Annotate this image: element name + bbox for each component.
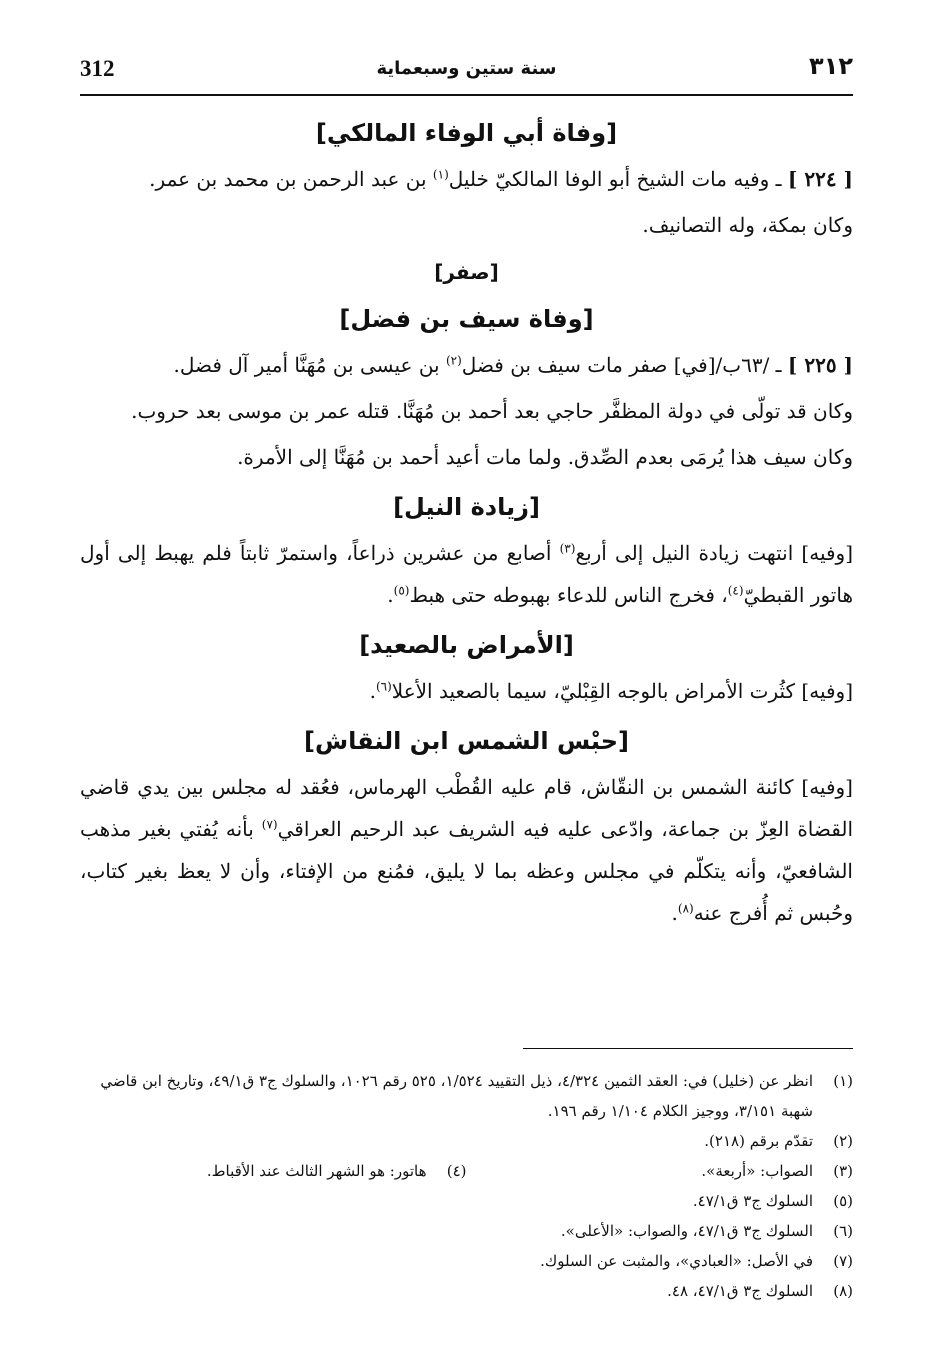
paragraph-text: . — [369, 679, 376, 703]
footnote-ref: (١) — [432, 167, 449, 182]
footnote-marker: (٤) — [446, 1162, 467, 1180]
footnote-rule — [523, 1048, 853, 1049]
footnote-text: انظر عن (خليل) في: العقد الثمين ٤/٣٢٤، ذيل التقييد ١/٥٢٤، ٥٢٥ رقم ١٠٢٦، والسلوك ج٣ ق٤٩/١، وتاريخ ابن قاضي شهبة ٣/١٥١، ووجيز الكلام ١/١٠٤ رقم ١٩٦. — [100, 1072, 813, 1120]
month-heading: [صفر] — [434, 260, 499, 284]
running-title: سنة ستين وسبعماية — [376, 58, 557, 79]
footnote — [80, 1126, 853, 1156]
footnote-text: السلوك ج٣ ق٤٧/١. — [692, 1192, 813, 1210]
section-heading: [حبْس الشمس ابن النقاش] — [304, 727, 629, 755]
footnote-marker: (٣) — [833, 1162, 853, 1180]
paragraph-text: ـ /٦٣ب/[في] صفر مات سيف بن فضل — [461, 353, 788, 377]
page-header — [80, 48, 853, 96]
paragraph-text: بن عبد الرحمن بن محمد بن عمر. — [149, 167, 433, 191]
footnote-text: السلوك ج٣ ق٤٧/١، والصواب: «الأعلى». — [560, 1222, 813, 1240]
footnote-text: هاتور: هو الشهر الثالث عند الأقباط. — [206, 1162, 427, 1180]
footnote — [467, 1156, 854, 1186]
footnote-marker: (٨) — [833, 1282, 853, 1300]
section-heading: [الأمراض بالصعيد] — [359, 631, 574, 659]
footnote — [80, 1216, 853, 1246]
paragraph-text: بأنه يُفتي بغير مذهب الشافعيّ، وأنه يتكلّم في مجلس وعظه بما لا يليق، فمُنع من الإفتاء، وأن لا يعظ بغير كتاب، وحُبس ثم أُفرج عنه — [80, 817, 853, 925]
paragraph — [80, 532, 853, 616]
entry-number: [ ٢٢٥ ] — [787, 353, 853, 377]
section-heading: [وفاة سيف بن فضل] — [339, 305, 594, 333]
footnote — [80, 1066, 853, 1126]
footnote-text: السلوك ج٣ ق٤٧/١، ٤٨. — [667, 1282, 813, 1300]
paragraph: وكان قد تولّى في دولة المظفَّر حاجي بعد أحمد بن مُهَنَّا. قتله عمر بن موسى بعد حروب. — [131, 399, 853, 423]
footnote-ref: (٧) — [261, 817, 278, 832]
footnote-row — [80, 1156, 853, 1186]
footnote — [80, 1276, 853, 1306]
paragraph — [80, 766, 853, 934]
paragraph-text: ـ وفيه مات الشيخ أبو الوفا المالكيّ خليل — [448, 167, 788, 191]
footnote — [80, 1156, 467, 1186]
paragraph-text: بن عيسى بن مُهَنَّا أمير آل فضل. — [173, 353, 446, 377]
footnote — [80, 1186, 853, 1216]
paragraph: وكان سيف هذا يُرمَى بعدم الصِّدق. ولما مات أعيد أحمد بن مُهَنَّا إلى الأمرة. — [237, 445, 853, 469]
section-heading: [زيادة النيل] — [393, 493, 540, 521]
footnote-ref: (٤) — [727, 583, 744, 598]
page-number-latin: 312 — [80, 56, 115, 81]
paragraph-text: ، فخرج الناس للدعاء بهبوطه حتى هبط — [409, 583, 728, 607]
footnote-text: في الأصل: «العبادي»، والمثبت عن السلوك. — [540, 1252, 813, 1270]
footnote-text: تقدّم برقم (٢١٨). — [704, 1132, 813, 1150]
paragraph-text: [وفيه] كثُرت الأمراض بالوجه القِبْليّ، سيما بالصعيد الأعلا — [391, 679, 853, 703]
paragraph-text: أصابع من عشرين ذراعاً، واستمرّ ثابتاً فلم يهبط إلى أول هاتور القبطيّ — [80, 541, 853, 607]
footnote-marker: (٧) — [833, 1252, 853, 1270]
paragraph-text: [وفيه] انتهت زيادة النيل إلى أربع — [575, 541, 853, 565]
main-text — [80, 108, 853, 938]
entry-number: [ ٢٢٤ ] — [787, 167, 853, 191]
footnote-marker: (٢) — [833, 1132, 853, 1150]
footnote-list — [80, 1066, 853, 1306]
footnote-marker: (١) — [833, 1072, 853, 1090]
entry-paragraph — [80, 344, 853, 386]
paragraph-text: . — [671, 901, 678, 925]
footnote-marker: (٥) — [833, 1192, 853, 1210]
footnote-text: الصواب: «أربعة». — [701, 1162, 813, 1180]
footnote — [80, 1246, 853, 1276]
footnote-ref: (٨) — [677, 901, 694, 916]
paragraph — [80, 670, 853, 712]
footnote-ref: (٣) — [559, 541, 576, 556]
paragraph-text: . — [387, 583, 394, 607]
section-heading: [وفاة أبي الوفاء المالكي] — [315, 119, 618, 147]
footnote-ref: (٥) — [393, 583, 410, 598]
footnote-ref: (٢) — [445, 353, 462, 368]
page-number-arabic: ٣١٢ — [809, 52, 853, 80]
paragraph: وكان بمكة، وله التصانيف. — [642, 213, 853, 237]
entry-paragraph — [80, 158, 853, 200]
paragraph-text: [وفيه] كائنة الشمس بن النقّاش، قام عليه القُطْب الهرماس، فعُقد له مجلس بين يدي قاضي القضاة العِزّ بن جماعة، وادّعى عليه فيه الشريف عبد الرحيم العراقي — [80, 775, 854, 841]
footnote-marker: (٦) — [833, 1222, 853, 1240]
footnote-ref: (٦) — [375, 679, 392, 694]
